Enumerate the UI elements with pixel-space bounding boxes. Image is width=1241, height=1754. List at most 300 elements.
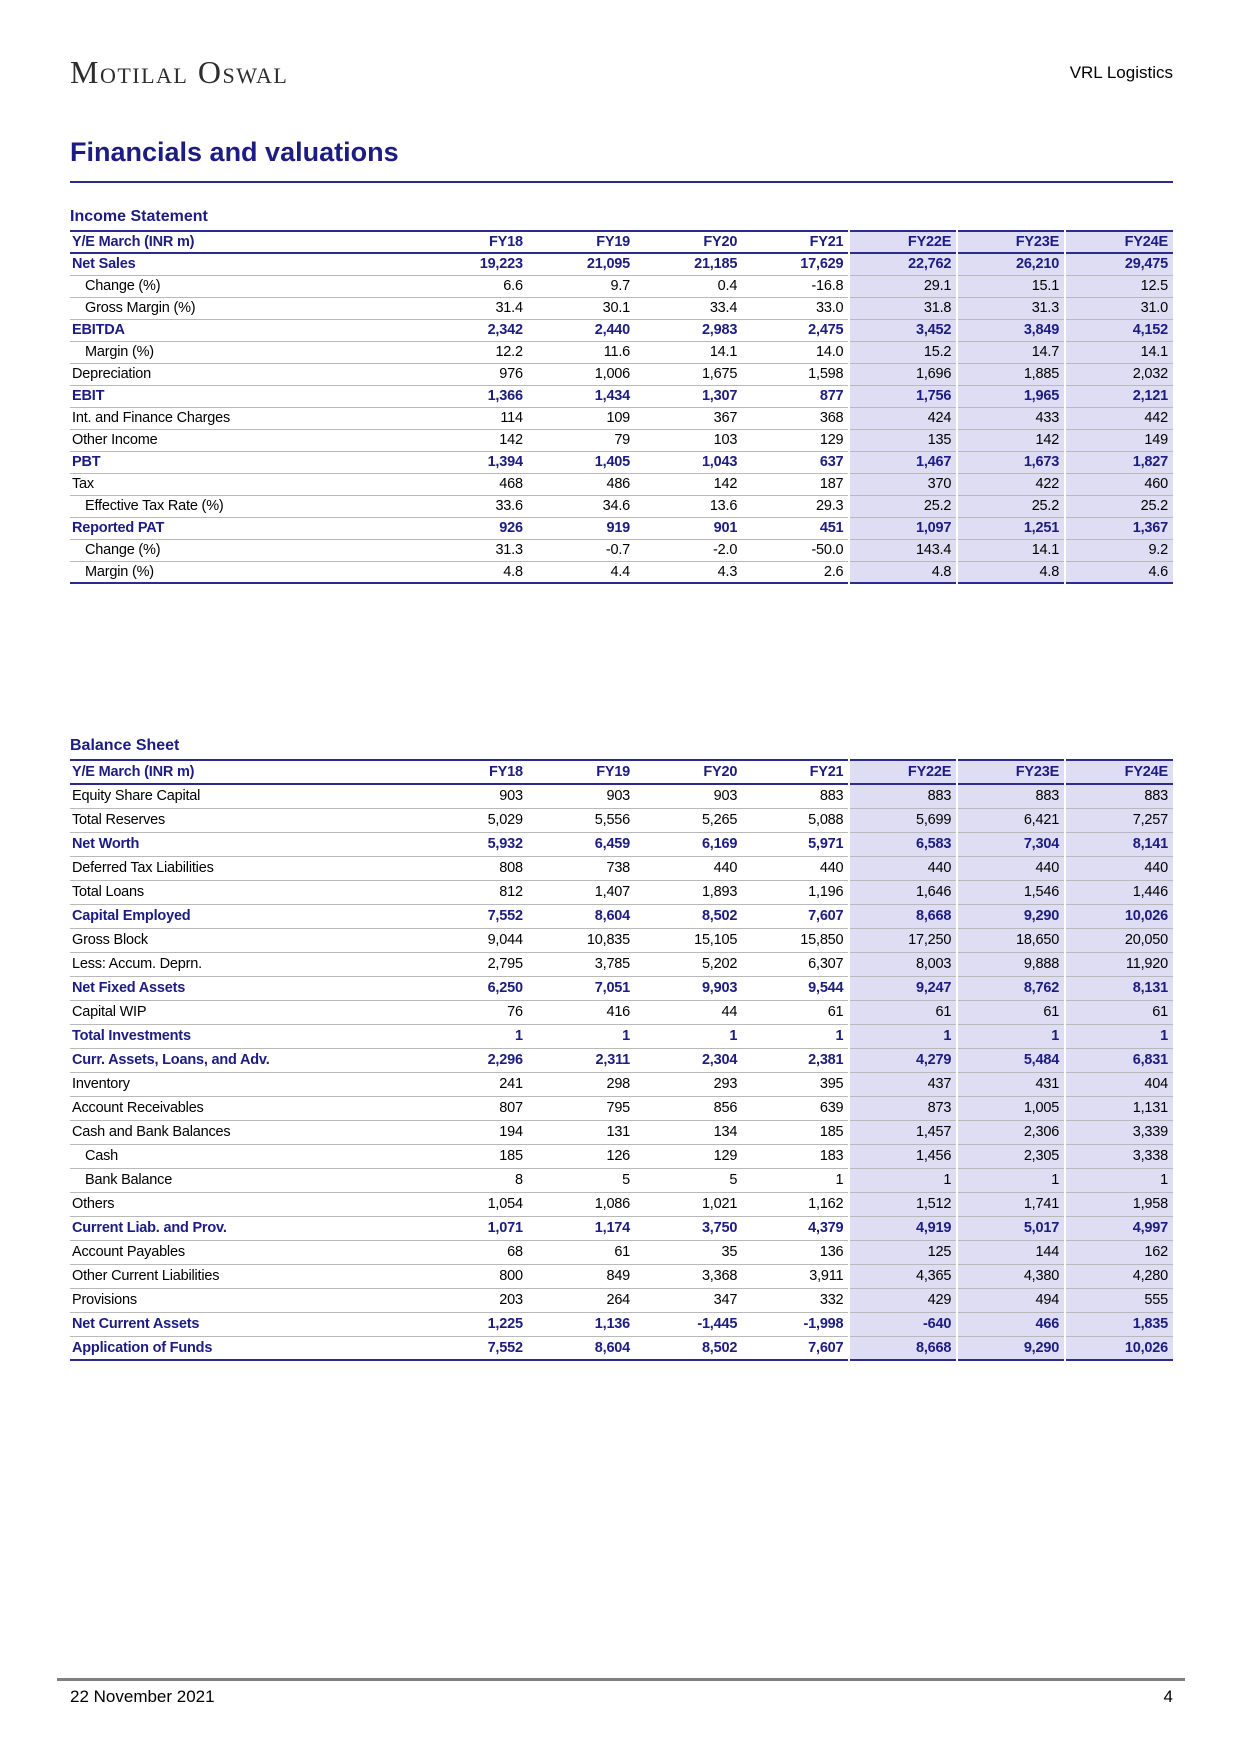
table-row (70, 1072, 1173, 1096)
row-label: Total Reserves (72, 812, 166, 828)
cell-value: 368 (819, 410, 844, 426)
brand-logo: Motilal Oswal (70, 54, 289, 90)
cell-value: 5 (729, 1172, 738, 1188)
cell-value: 142 (499, 432, 523, 448)
cell-value: 14.0 (816, 344, 844, 360)
cell-value: 429 (849, 1288, 957, 1312)
cell-value: 125 (849, 1240, 957, 1264)
cell-value: 61 (827, 1004, 844, 1020)
cell-value: 1 (1065, 1168, 1173, 1192)
cell-value: 2,983 (701, 322, 738, 338)
table-row (70, 928, 1173, 952)
table-row (70, 473, 1173, 495)
cell-value: 9,888 (957, 952, 1065, 976)
table-row (70, 407, 1173, 429)
row-label: Less: Accum. Deprn. (72, 956, 202, 972)
cell-value: 3,849 (957, 319, 1065, 341)
cell-value: 808 (499, 860, 523, 876)
document-header (70, 56, 1173, 88)
cell-value: 4.8 (849, 561, 957, 583)
cell-value: 6,583 (849, 832, 957, 856)
cell-value: 61 (957, 1000, 1065, 1024)
cell-value: 976 (499, 366, 523, 382)
cell-value: 883 (849, 784, 957, 808)
cell-value: 7,552 (487, 908, 523, 924)
cell-value: 9.2 (1065, 539, 1173, 561)
table-row (70, 904, 1173, 928)
cell-value: 2,475 (808, 322, 844, 338)
cell-value: 4,279 (849, 1048, 957, 1072)
cell-value: -16.8 (811, 278, 844, 294)
cell-value: 135 (849, 429, 957, 451)
cell-value: 13.6 (709, 498, 738, 514)
cell-value: 8,502 (701, 908, 738, 924)
row-label: Capital Employed (72, 908, 191, 924)
cell-value: 3,911 (809, 1268, 844, 1284)
cell-value: 1,021 (701, 1196, 738, 1212)
cell-value: 1,756 (849, 385, 957, 407)
cell-value: 9,290 (957, 904, 1065, 928)
cell-value: 7,304 (957, 832, 1065, 856)
cell-value: 440 (957, 856, 1065, 880)
table-row (70, 1240, 1173, 1264)
cell-value: 370 (849, 473, 957, 495)
cell-value: 1,434 (594, 388, 631, 404)
cell-value: 5,202 (701, 956, 738, 972)
column-header-fy19: FY19 (596, 234, 631, 250)
cell-value: 1,043 (701, 454, 738, 470)
cell-value: 31.4 (495, 300, 523, 316)
cell-value: -640 (849, 1312, 957, 1336)
cell-value: 367 (713, 410, 738, 426)
cell-value: 440 (1065, 856, 1173, 880)
cell-value: 21,185 (694, 256, 738, 273)
row-label: Application of Funds (72, 1339, 213, 1356)
cell-value: 795 (606, 1100, 631, 1116)
cell-value: 12.5 (1065, 275, 1173, 297)
table-row (70, 1192, 1173, 1216)
cell-value: 883 (1065, 784, 1173, 808)
cell-value: 1,546 (957, 880, 1065, 904)
cell-value: 2,121 (1065, 385, 1173, 407)
cell-value: 11.6 (603, 344, 631, 360)
row-label: Inventory (72, 1076, 130, 1092)
cell-value: 901 (713, 520, 738, 536)
table-header-row (70, 231, 1173, 253)
cell-value: 8,668 (849, 904, 957, 928)
cell-value: 142 (957, 429, 1065, 451)
table-row (70, 539, 1173, 561)
table-row (70, 1336, 1173, 1360)
cell-value: 7,607 (808, 1339, 844, 1356)
cell-value: 8 (514, 1172, 523, 1188)
cell-value: 34.6 (602, 498, 631, 514)
cell-value: 807 (499, 1100, 523, 1116)
cell-value: 4.4 (610, 563, 631, 580)
cell-value: 12.2 (495, 344, 523, 360)
table-row (70, 275, 1173, 297)
cell-value: 10,026 (1065, 1336, 1173, 1360)
cell-value: 1,174 (594, 1220, 631, 1236)
cell-value: 1,006 (594, 366, 631, 382)
cell-value: 31.3 (495, 542, 523, 558)
cell-value: 440 (849, 856, 957, 880)
row-label: Total Investments (72, 1028, 191, 1044)
row-label: Net Sales (72, 256, 136, 273)
column-header-fy21: FY21 (809, 764, 844, 780)
cell-value: 5 (622, 1172, 631, 1188)
cell-value: 1,225 (487, 1316, 523, 1332)
cell-value: 8,003 (849, 952, 957, 976)
cell-value: 31.3 (957, 297, 1065, 319)
row-label: Net Current Assets (72, 1316, 200, 1332)
cell-value: 332 (819, 1292, 844, 1308)
cell-value: 1,405 (594, 454, 631, 470)
cell-value: 1 (1065, 1024, 1173, 1048)
cell-value: 162 (1065, 1240, 1173, 1264)
cell-value: 1 (849, 1024, 957, 1048)
cell-value: 7,257 (1065, 808, 1173, 832)
cell-value: 33.4 (709, 300, 738, 316)
cell-value: 395 (819, 1076, 844, 1092)
column-header-fy20: FY20 (703, 234, 738, 250)
cell-value: 4,380 (957, 1264, 1065, 1288)
cell-value: 29.1 (849, 275, 957, 297)
table-row (70, 784, 1173, 808)
cell-value: 4.3 (717, 563, 738, 580)
cell-value: 5,932 (487, 836, 523, 852)
row-label: Other Current Liabilities (72, 1268, 220, 1284)
balance-sheet-heading: Balance Sheet (70, 737, 180, 754)
cell-value: 433 (957, 407, 1065, 429)
column-header-fy21: FY21 (809, 234, 844, 250)
row-label: Capital WIP (72, 1004, 147, 1020)
cell-value: 1,467 (849, 451, 957, 473)
table-row (70, 1120, 1173, 1144)
cell-value: 919 (606, 520, 631, 536)
row-label: Equity Share Capital (72, 788, 201, 805)
cell-value: 25.2 (1065, 495, 1173, 517)
cell-value: 9,247 (849, 976, 957, 1000)
cell-value: 555 (1065, 1288, 1173, 1312)
cell-value: 9.7 (610, 278, 631, 294)
row-label: Tax (72, 476, 94, 492)
cell-value: 738 (606, 860, 631, 876)
cell-value: 4,919 (849, 1216, 957, 1240)
cell-value: 76 (507, 1004, 523, 1020)
row-label: Margin (%) (85, 344, 154, 360)
row-label: Gross Margin (%) (85, 300, 196, 316)
cell-value: 143.4 (849, 539, 957, 561)
cell-value: 187 (819, 476, 844, 492)
cell-value: 5,971 (808, 836, 844, 852)
cell-value: 25.2 (849, 495, 957, 517)
cell-value: 5,265 (701, 812, 738, 828)
cell-value: 1,394 (487, 454, 523, 470)
cell-value: 15.2 (849, 341, 957, 363)
cell-value: 2,381 (808, 1052, 844, 1068)
row-label: Net Fixed Assets (72, 980, 186, 996)
cell-value: 1,827 (1065, 451, 1173, 473)
cell-value: 1,675 (701, 366, 738, 382)
cell-value: 1,307 (701, 388, 738, 404)
title-block (70, 138, 1173, 183)
cell-value: 2,296 (487, 1052, 523, 1068)
cell-value: 21,095 (586, 256, 631, 273)
cell-value: 136 (819, 1244, 844, 1260)
cell-value: 17,629 (800, 256, 844, 273)
cell-value: 144 (957, 1240, 1065, 1264)
cell-value: 1,835 (1065, 1312, 1173, 1336)
row-label: Account Receivables (72, 1100, 204, 1116)
cell-value: 185 (499, 1148, 523, 1164)
cell-value: 1,367 (1065, 517, 1173, 539)
table-row (70, 1288, 1173, 1312)
table-row (70, 808, 1173, 832)
cell-value: 33.0 (816, 300, 844, 316)
cell-value: 2,440 (594, 322, 631, 338)
cell-value: 126 (606, 1148, 631, 1164)
column-header-fy18: FY18 (489, 234, 523, 250)
cell-value: 460 (1065, 473, 1173, 495)
cell-value: 22,762 (849, 253, 957, 275)
footer-page-number: 4 (1163, 1687, 1173, 1706)
cell-value: 812 (499, 884, 523, 900)
row-label: Curr. Assets, Loans, and Adv. (72, 1052, 270, 1068)
cell-value: 14.7 (957, 341, 1065, 363)
cell-value: 422 (957, 473, 1065, 495)
column-header-fy22e: FY22E (849, 231, 957, 253)
cell-value: 7,051 (594, 980, 631, 996)
cell-value: 194 (499, 1124, 523, 1140)
cell-value: 416 (606, 1004, 631, 1020)
cell-value: 2,304 (701, 1052, 738, 1068)
cell-value: 1,196 (808, 884, 844, 900)
row-label: Bank Balance (85, 1172, 173, 1188)
table-row (70, 517, 1173, 539)
row-label: Cash (85, 1148, 119, 1164)
cell-value: 1,598 (808, 366, 844, 382)
cell-value: 442 (1065, 407, 1173, 429)
cell-value: 114 (500, 410, 523, 426)
year-end-column-label: Y/E March (INR m) (72, 234, 195, 250)
cell-value: 134 (713, 1124, 738, 1140)
cell-value: -50.0 (811, 542, 844, 558)
cell-value: -2.0 (713, 542, 738, 558)
cell-value: 1,086 (594, 1196, 631, 1212)
cell-value: 1,646 (849, 880, 957, 904)
cell-value: 9,903 (701, 980, 738, 996)
cell-value: 1 (957, 1024, 1065, 1048)
table-row (70, 341, 1173, 363)
row-label: Provisions (72, 1292, 137, 1308)
cell-value: 15.1 (957, 275, 1065, 297)
table-row (70, 832, 1173, 856)
cell-value: 6.6 (503, 278, 523, 294)
column-header-fy24e: FY24E (1065, 760, 1173, 784)
cell-value: 1,071 (487, 1220, 523, 1236)
table-row (70, 1000, 1173, 1024)
cell-value: 11,920 (1065, 952, 1173, 976)
cell-value: 19,223 (479, 256, 523, 273)
cell-value: -0.7 (605, 542, 631, 558)
table-row (70, 429, 1173, 451)
cell-value: 1,741 (957, 1192, 1065, 1216)
cell-value: 6,307 (808, 956, 844, 972)
cell-value: 639 (819, 1100, 844, 1116)
column-header-fy24e: FY24E (1065, 231, 1173, 253)
balance-sheet-table (70, 759, 1173, 1361)
cell-value: 1 (729, 1028, 738, 1044)
cell-value: 10,026 (1065, 904, 1173, 928)
cell-value: 1 (622, 1028, 631, 1044)
cell-value: 926 (499, 520, 523, 536)
year-end-column-label: Y/E March (INR m) (72, 764, 195, 780)
cell-value: 9,044 (487, 932, 523, 948)
footer-date: 22 November 2021 (70, 1687, 215, 1706)
cell-value: 8,131 (1065, 976, 1173, 1000)
cell-value: 68 (507, 1244, 523, 1260)
cell-value: 1,162 (808, 1196, 844, 1212)
row-label: Reported PAT (72, 520, 165, 536)
cell-value: 61 (614, 1244, 631, 1260)
cell-value: 1 (835, 1028, 844, 1044)
cell-value: 5,556 (594, 812, 631, 828)
cell-value: 1,457 (849, 1120, 957, 1144)
cell-value: 5,484 (957, 1048, 1065, 1072)
cell-value: 4,280 (1065, 1264, 1173, 1288)
cell-value: 14.1 (709, 344, 738, 360)
cell-value: 4.6 (1065, 561, 1173, 583)
cell-value: 4,152 (1065, 319, 1173, 341)
balance-sheet-section (70, 736, 1173, 1361)
row-label: Change (%) (85, 542, 161, 558)
row-label: Total Loans (72, 884, 144, 900)
cell-value: 0.4 (717, 278, 738, 294)
cell-value: 2,795 (487, 956, 523, 972)
cell-value: 1,673 (957, 451, 1065, 473)
cell-value: -1,998 (803, 1316, 844, 1332)
cell-value: 15,105 (694, 932, 738, 948)
row-label: Gross Block (72, 932, 148, 948)
cell-value: 3,785 (594, 956, 631, 972)
cell-value: 6,831 (1065, 1048, 1173, 1072)
cell-value: 4,379 (808, 1220, 844, 1236)
row-label: Other Income (72, 432, 158, 448)
cell-value: 1,893 (701, 884, 738, 900)
cell-value: 494 (957, 1288, 1065, 1312)
cell-value: 1,136 (594, 1316, 631, 1332)
cell-value: 1,696 (849, 363, 957, 385)
row-label: Account Payables (72, 1244, 185, 1260)
cell-value: 1,512 (849, 1192, 957, 1216)
cell-value: 61 (849, 1000, 957, 1024)
cell-value: 31.0 (1065, 297, 1173, 319)
cell-value: 2.6 (823, 563, 844, 580)
cell-value: 3,452 (849, 319, 957, 341)
cell-value: 903 (713, 788, 738, 805)
cell-value: -1,445 (697, 1316, 738, 1332)
cell-value: 8,668 (849, 1336, 957, 1360)
cell-value: 2,311 (595, 1052, 631, 1068)
cell-value: 6,169 (701, 836, 738, 852)
income-statement-section (70, 207, 1173, 584)
cell-value: 25.2 (957, 495, 1065, 517)
cell-value: 129 (819, 432, 844, 448)
cell-value: 1,407 (594, 884, 631, 900)
cell-value: 2,032 (1065, 363, 1173, 385)
cell-value: 347 (713, 1292, 738, 1308)
table-row (70, 1096, 1173, 1120)
cell-value: 1,446 (1065, 880, 1173, 904)
table-row (70, 952, 1173, 976)
row-label: Cash and Bank Balances (72, 1124, 231, 1140)
cell-value: 903 (499, 788, 523, 805)
cell-value: 5,029 (487, 812, 523, 828)
income-statement-table (70, 230, 1173, 584)
cell-value: 109 (606, 410, 631, 426)
cell-value: 14.1 (957, 539, 1065, 561)
cell-value: 883 (819, 788, 844, 805)
cell-value: 2,342 (487, 322, 523, 338)
row-label: Current Liab. and Prov. (72, 1220, 227, 1236)
cell-value: 1,054 (487, 1196, 523, 1212)
cell-value: 468 (499, 476, 523, 492)
cell-value: 431 (957, 1072, 1065, 1096)
column-header-fy18: FY18 (489, 764, 523, 780)
cell-value: 203 (499, 1292, 523, 1308)
document-footer (57, 1678, 1185, 1707)
cell-value: 1 (957, 1168, 1065, 1192)
page-title: Financials and valuations (70, 137, 399, 167)
table-row (70, 1264, 1173, 1288)
cell-value: 1,456 (849, 1144, 957, 1168)
cell-value: 8,604 (594, 908, 631, 924)
cell-value: 185 (819, 1124, 844, 1140)
cell-value: 61 (1065, 1000, 1173, 1024)
table-row (70, 856, 1173, 880)
row-label: Effective Tax Rate (%) (85, 498, 224, 514)
cell-value: 424 (849, 407, 957, 429)
row-label: EBIT (72, 388, 105, 404)
table-row (70, 385, 1173, 407)
cell-value: 4.8 (957, 561, 1065, 583)
cell-value: 293 (713, 1076, 738, 1092)
cell-value: 4,365 (849, 1264, 957, 1288)
cell-value: 6,459 (594, 836, 631, 852)
cell-value: 8,141 (1065, 832, 1173, 856)
cell-value: 8,762 (957, 976, 1065, 1000)
table-row (70, 1168, 1173, 1192)
income-statement-heading: Income Statement (70, 208, 208, 225)
cell-value: 264 (606, 1292, 631, 1308)
cell-value: 1,251 (957, 517, 1065, 539)
row-label: Depreciation (72, 366, 152, 382)
table-row (70, 1048, 1173, 1072)
row-label: Deferred Tax Liabilities (72, 860, 214, 876)
cell-value: 5,088 (808, 812, 844, 828)
cell-value: 2,305 (957, 1144, 1065, 1168)
cell-value: 1 (849, 1168, 957, 1192)
cell-value: 2,306 (957, 1120, 1065, 1144)
column-header-fy19: FY19 (596, 764, 631, 780)
cell-value: 856 (713, 1100, 738, 1116)
column-header-fy23e: FY23E (957, 760, 1065, 784)
cell-value: 873 (849, 1096, 957, 1120)
cell-value: 440 (713, 860, 738, 876)
report-company-label: VRL Logistics (1069, 63, 1173, 82)
cell-value: 9,290 (957, 1336, 1065, 1360)
